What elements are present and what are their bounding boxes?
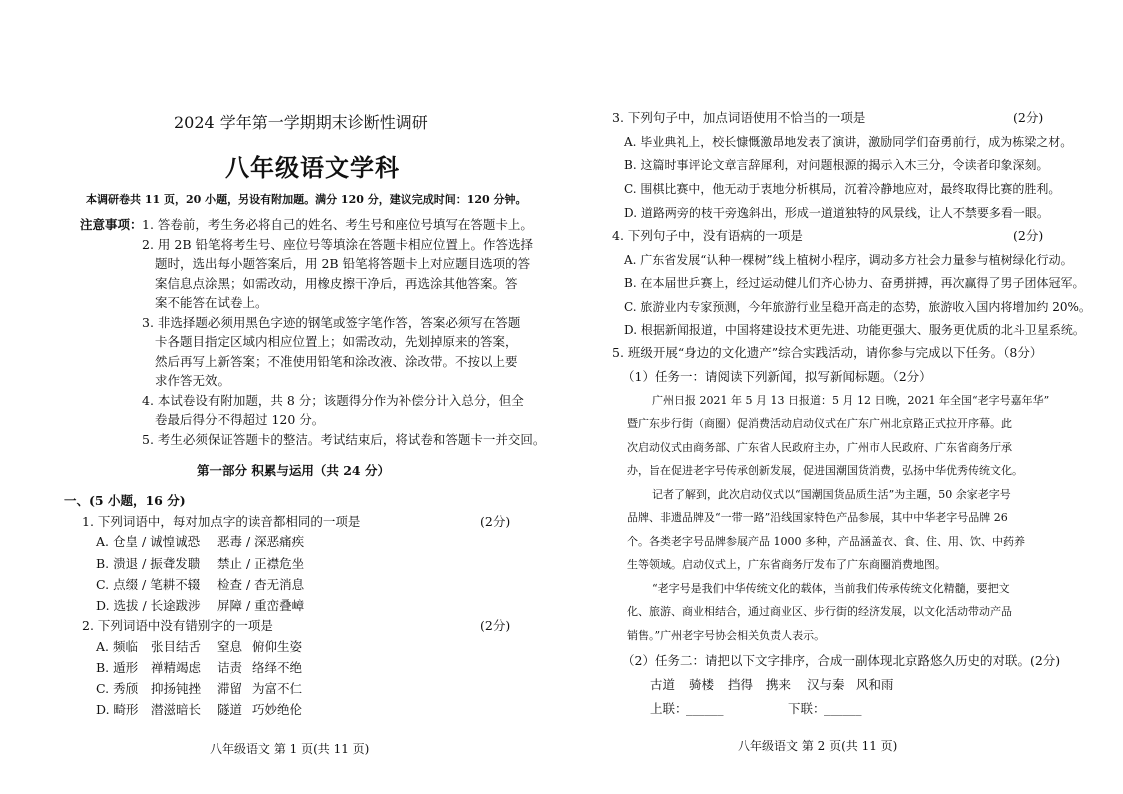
lower-couplet-answer-field[interactable]: ______ [824,701,862,716]
q1-option-c-1: C. 点缀 / 笔耕不辍 [96,577,201,592]
note-line: 然后再写上新答案；不准使用铅笔和涂改液、涂改带。不按以上要 [155,354,518,369]
q1-option-b-2: 禁止 / 正襟危坐 [217,556,305,571]
page-footer: 八年级语文 第 2 页(共 11 页) [738,739,898,753]
question-1-score: (2分) [480,514,511,529]
lower-couplet-label: 下联： [788,701,826,716]
exam-intro: 本调研卷共 11 页，20 小题，另设有附加题。满分 120 分，建议完成时间：120 分钟。 [86,193,527,206]
note-line: 求作答无效。 [155,373,231,388]
question-2-stem: 2. 下列词语中没有错别字的一项是 [82,618,273,633]
q1-option-a-1: A. 仓皇 / 诚惶诚恐 [96,534,201,549]
couplet-word: 携来 [766,677,792,692]
q2-option-b-4: 络绎不绝 [252,660,303,675]
question-3-score: (2分) [1013,110,1044,125]
q1-option-c-2: 检查 / 杳无消息 [217,577,305,592]
q1-option-d-1: D. 选拔 / 长途跋涉 [96,598,201,613]
q2-option-d-4: 巧妙绝伦 [252,702,303,717]
q2-option-b-1: B. 遁形 [96,660,139,675]
news-line: 品牌、非遗品牌及“一带一路”沿线国家特色产品参展，其中中华老字号品牌 26 [627,511,1008,524]
note-line: 题时，选出每小题答案后，用 2B 铅笔将答题卡上对应题目选项的答 [155,256,531,271]
q1-option-b-1: B. 溃退 / 振聋发聩 [96,556,201,571]
q2-option-d-1: D. 畸形 [96,702,139,717]
page-2 [562,0,1123,794]
question-3-stem: 3. 下列句子中，加点词语使用不恰当的一项是 [612,110,866,125]
note-line: 4. 本试卷设有附加题，共 8 分；该题得分作为补偿分计入总分，但全 [142,393,524,408]
q2-option-c-2: 抑扬钝挫 [151,681,202,696]
news-line: 生等领域。启动仪式上，广东省商务厅发布了广东商圈消费地图。 [627,558,946,571]
exam-title: 2024 学年第一学期期末诊断性调研 [174,113,428,132]
q3-option-c: C. 围棋比赛中，他无动于衷地分析棋局，沉着冷静地应对，最终取得比赛的胜利。 [624,182,1061,196]
note-line: 卡各题目指定区域内相应位置上；如需改动，先划掉原来的答案， [155,334,518,349]
page-1 [0,0,561,794]
couplet-word: 风和雨 [856,677,894,692]
q2-option-a-1: A. 频临 [96,639,138,654]
q1-option-a-2: 恶毒 / 深恶痛疾 [217,534,305,549]
upper-couplet-answer-field[interactable]: ______ [686,701,724,716]
q2-option-d-3: 隧道 [217,702,243,717]
q4-option-d: D. 根据新闻报道，中国将建设技术更先进、功能更强大、服务更优质的北斗卫星系统。 [624,323,1085,337]
news-line: 记者了解到，此次启动仪式以“国潮国货品质生活”为主题，50 余家老字号 [652,488,1011,501]
news-line: 化、旅游、商业相结合，通过商业区、步行街的经济发展，以文化活动带动产品 [627,605,1012,618]
q2-option-a-2: 张目结舌 [151,639,202,654]
note-line: 案不能答在试卷上。 [155,295,268,310]
page-footer: 八年级语文 第 1 页(共 11 页) [210,742,370,756]
note-line: 卷最后得分不得超过 120 分。 [155,412,325,427]
q2-option-b-3: 诘责 [217,660,243,675]
section-title: 一、(5 小题，16 分) [64,493,186,508]
news-line: 个。各类老字号品牌参展产品 1000 多种，产品涵盖衣、食、住、用、饮、中药养 [627,535,1025,548]
question-5-stem: 5. 班级开展“身边的文化遗产”综合实践活动，请你参与完成以下任务。（8分） [612,345,1043,360]
q2-option-c-3: 滞留 [217,681,243,696]
q1-option-d-2: 屏障 / 重峦叠嶂 [217,598,305,613]
note-line: 1. 答卷前，考生务必将自己的姓名、考生号和座位号填写在答题卡上。 [142,217,533,232]
news-line: 次启动仪式由商务部、广东省人民政府主办，广州市人民政府、广东省商务厅承 [627,441,1012,454]
note-line: 5. 考生必须保证答题卡的整洁。考试结束后，将试卷和答题卡一并交回。 [142,432,546,447]
news-line: 广州日报 2021 年 5 月 13 日报道：5 月 12 日晚，2021 年全国“老字号嘉年华” [652,394,1050,407]
couplet-word: 古道 [650,677,676,692]
task-2: （2）任务二：请把以下文字排序，合成一副体现北京路悠久历史的对联。(2分) [622,653,1061,668]
note-line: 案信息点涂黑；如需改动，用橡皮擦干净后，再选涂其他答案。答 [155,276,518,291]
news-line: 办，旨在促进老字号传承创新发展，促进国潮国货消费，弘扬中华优秀传统文化。 [627,464,1023,477]
question-1-stem: 1. 下列词语中，每对加点字的读音都相同的一项是 [82,514,361,529]
q2-option-b-2: 禅精竭虑 [151,660,202,675]
q2-option-a-3: 窒息 [217,639,243,654]
upper-couplet-label: 上联： [650,701,688,716]
note-line: 2. 用 2B 铅笔将考生号、座位号等填涂在答题卡相应位置上。作答选择 [142,237,533,252]
news-line: 销售。”广州老字号协会相关负责人表示。 [627,629,826,642]
subject-title: 八年级语文学科 [225,153,400,182]
couplet-word: 挡得 [728,677,754,692]
q2-option-c-4: 为富不仁 [252,681,303,696]
question-2-score: (2分) [480,618,511,633]
couplet-word: 汉与秦 [807,677,845,692]
question-4-stem: 4. 下列句子中，没有语病的一项是 [612,228,803,243]
q2-option-c-1: C. 秀颀 [96,681,139,696]
q2-option-a-4: 俯仰生姿 [252,639,303,654]
q3-option-d: D. 道路两旁的枝干旁逸斜出，形成一道道独特的风景线，让人不禁要多看一眼。 [624,206,1049,220]
q4-option-b: B. 在本届世乒赛上，经过运动健儿们齐心协力、奋勇拼搏，再次赢得了男子团体冠军。 [624,276,1085,290]
part-title: 第一部分 积累与运用（共 24 分） [197,463,390,478]
q2-option-d-2: 潜滋暗长 [151,702,202,717]
task-1: （1）任务一：请阅读下列新闻，拟写新闻标题。（2分） [622,369,932,384]
news-line: “老字号是我们中华传统文化的载体，当前我们传承传统文化精髓，要把文 [652,582,1010,595]
note-line: 3. 非选择题必须用黑色字迹的钢笔或签字笔作答，答案必须写在答题 [142,315,521,330]
q4-option-c: C. 旅游业内专家预测，今年旅游行业呈稳开高走的态势，旅游收入国内将增加约 20%。 [624,300,1091,314]
q3-option-b: B. 这篇时事评论文章言辞犀利，对问题根源的揭示入木三分，令读者印象深刻。 [624,158,1049,172]
news-line: 暨广东步行街（商圈）促消费活动启动仪式在广东广州北京路正式拉开序幕。此 [627,417,1012,430]
q3-option-a: A. 毕业典礼上，校长慷慨激昂地发表了演讲，激励同学们奋勇前行，成为栋梁之材。 [624,135,1073,149]
couplet-word: 骑楼 [689,677,715,692]
q4-option-a: A. 广东省发展“认种一棵树”线上植树小程序，调动多方社会力量参与植树绿化行动。 [624,253,1073,267]
question-4-score: (2分) [1013,228,1044,243]
notes-label: 注意事项： [80,217,143,232]
